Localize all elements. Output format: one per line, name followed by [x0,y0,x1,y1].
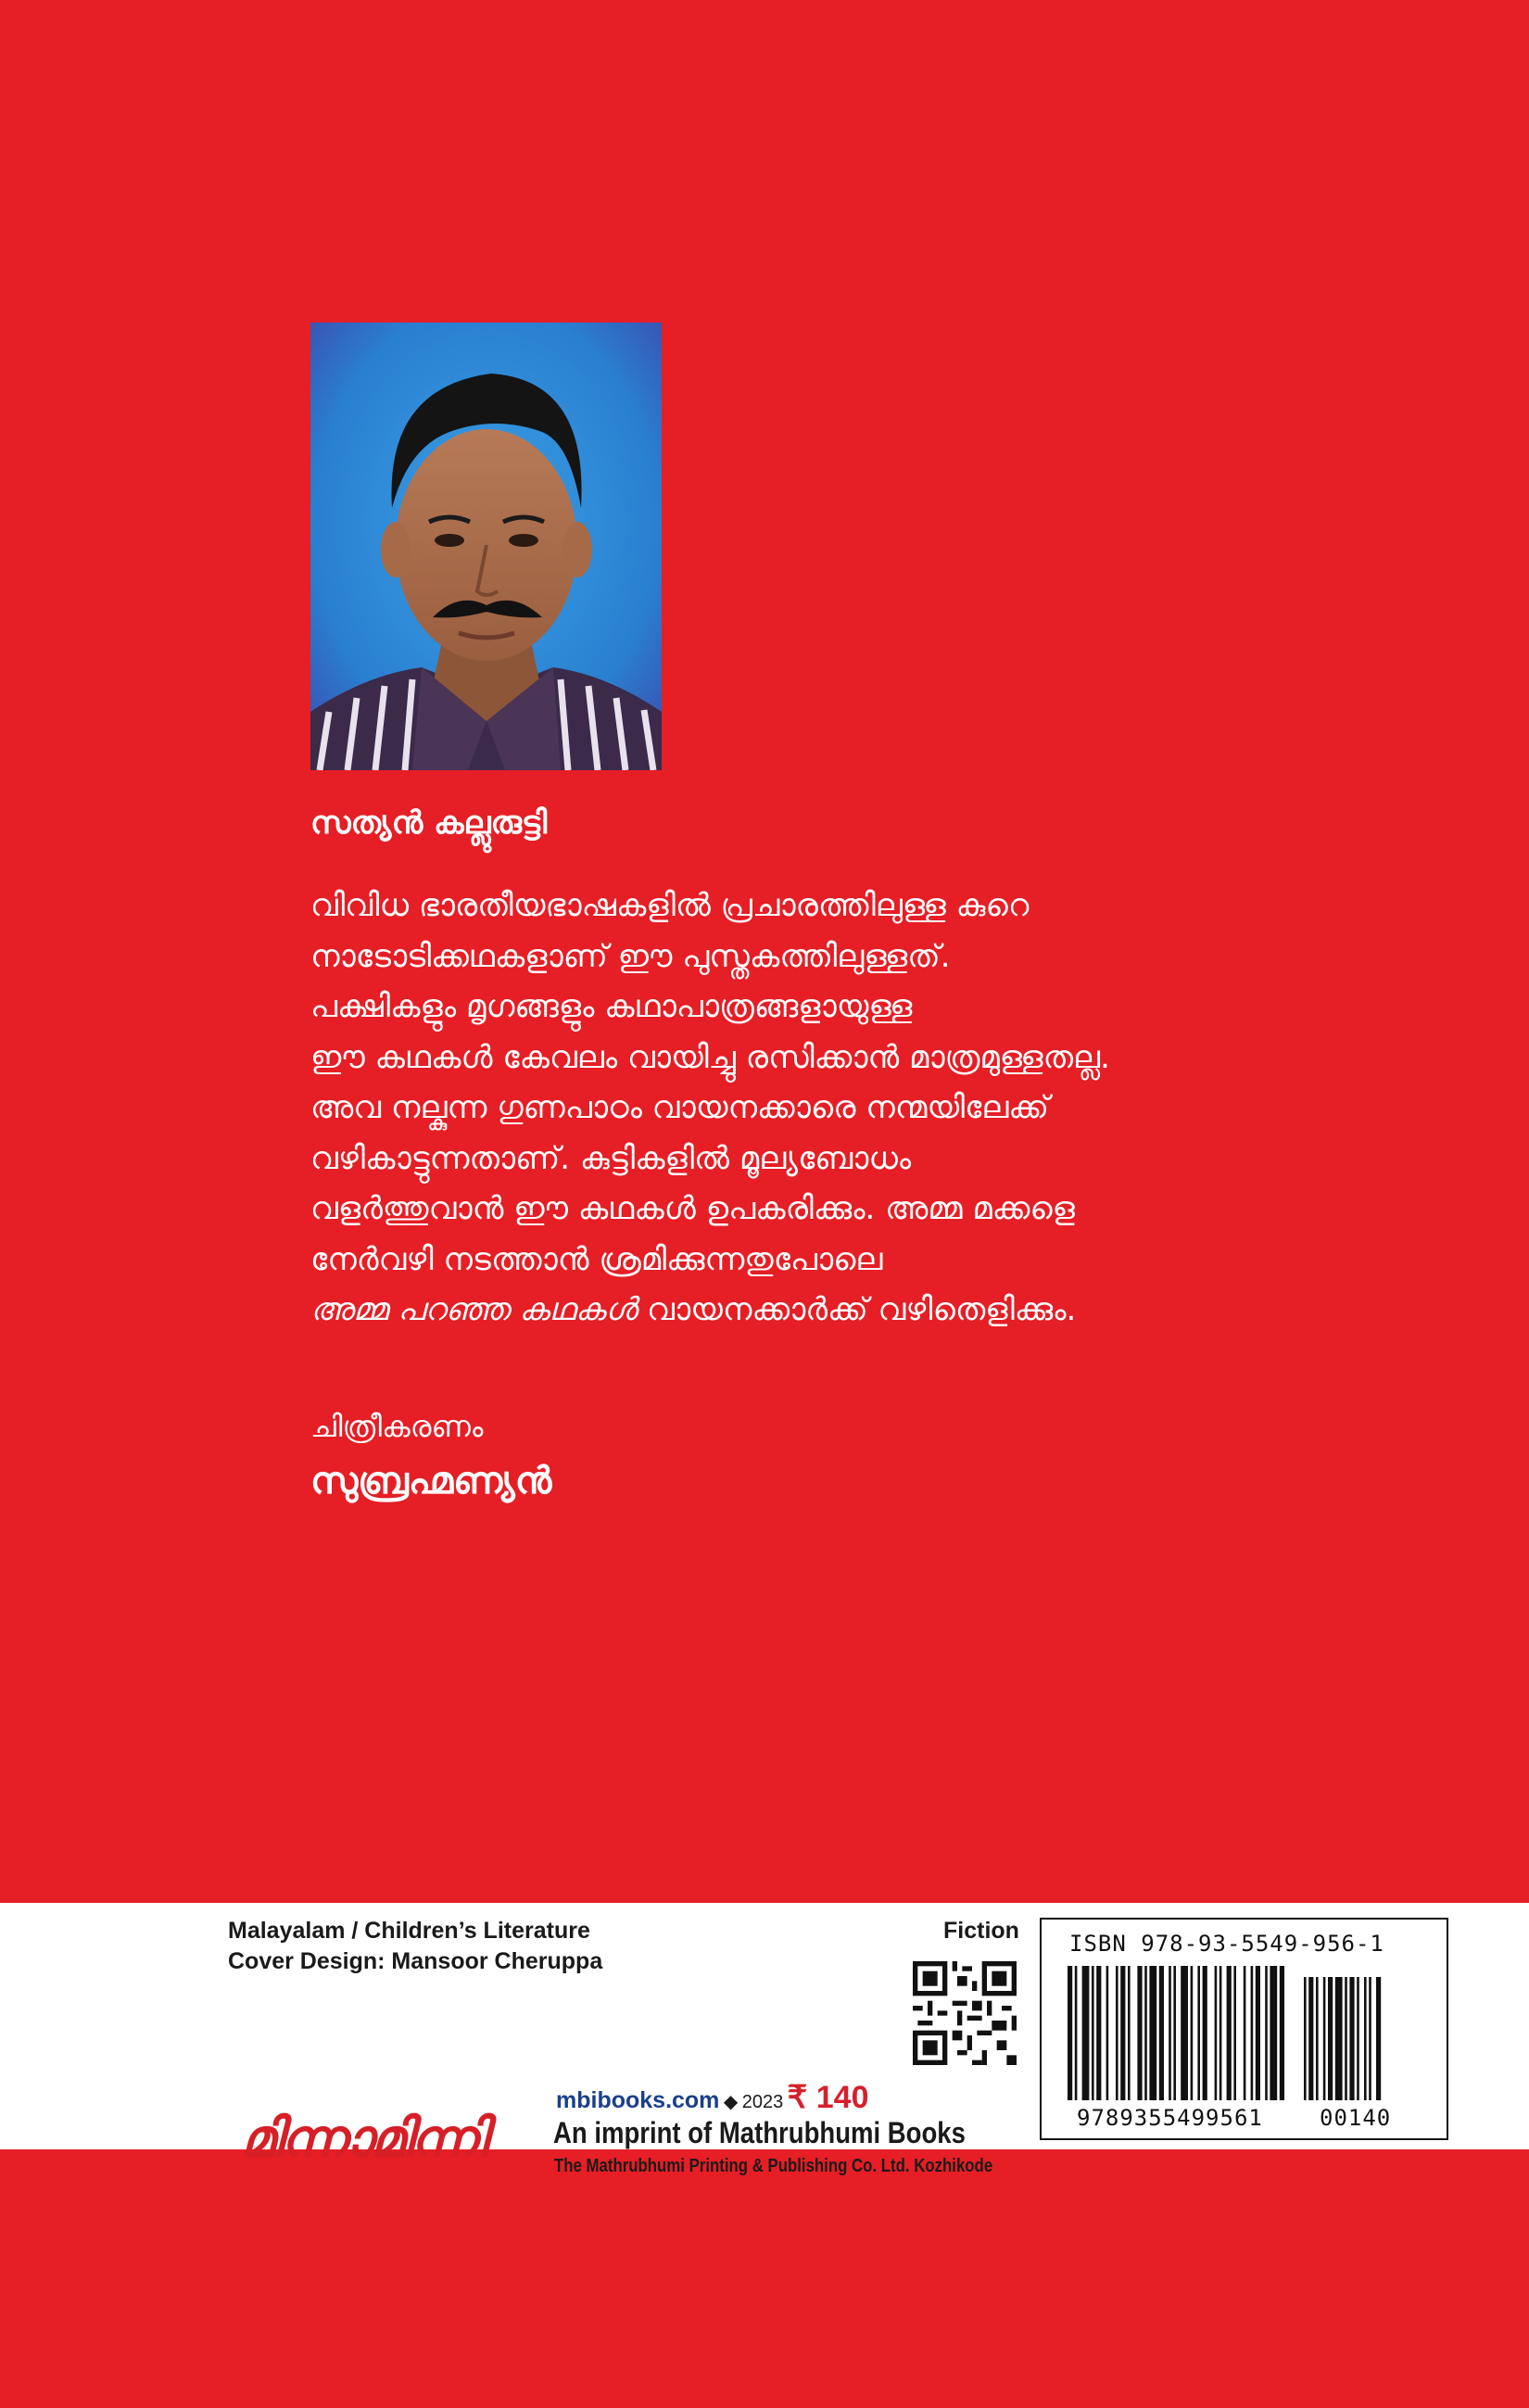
publisher-logo: മിന്നാമിന്നി [241,2109,486,2169]
illustration-label: ചിത്രീകരണം [310,1409,484,1444]
blurb-line: വഴികാട്ടുന്നതാണ്. കുട്ടികളിൽ മൂല്യബോധം [310,1139,912,1177]
barcode-bar [1227,1966,1232,2100]
barcode-bar [1068,1966,1072,2100]
barcode-number: 9789355499561 [1077,2105,1263,2131]
barcode-addon-bar [1345,1977,1347,2100]
barcode-bar [1082,1966,1090,2100]
imprint: An imprint of Mathrubhumi Books [553,2116,966,2149]
blurb-line-rest: വായനക്കാർക്ക് വഴിതെളിക്കും. [637,1291,1077,1328]
price: ₹ 140 [787,2080,869,2115]
website-link[interactable]: mbibooks.com [556,2087,720,2113]
barcode-addon-bar [1357,1977,1359,2100]
blurb-line: വളർത്തുവാൻ ഈ കഥകൾ ഉപകരിക്കും. അമ്മ മക്കളെ [310,1190,1075,1227]
book-title: അമ്മ പറഞ്ഞ കഥകൾ [310,1291,638,1328]
barcode-addon-bar [1328,1977,1333,2100]
barcode [1068,1966,1429,2105]
barcode-bar [1197,1966,1200,2100]
barcode-addon-bar [1349,1977,1354,2100]
barcode-bar [1219,1966,1222,2100]
barcode-addon-bar [1316,1977,1319,2100]
barcode-addon-bar [1364,1977,1367,2100]
barcode-bar [1203,1966,1207,2100]
barcode-bar [1159,1966,1164,2100]
footer-band [0,1903,1529,2176]
barcode-box [1040,1918,1448,2140]
barcode-bar [1128,1966,1131,2100]
barcode-bar [1191,1966,1194,2100]
barcode-bar [1116,1966,1118,2100]
price-line [556,2079,868,2116]
barcode-bar [1215,1966,1218,2100]
cover-design: Cover Design: Mansoor Cheruppa [228,1948,603,1974]
barcode-addon-bar [1369,1977,1371,2100]
barcode-addon-number: 00140 [1320,2105,1392,2131]
barcode-bar [1181,1966,1188,2100]
barcode-bar [1256,1966,1260,2100]
barcode-bar [1233,1966,1236,2100]
barcode-bar [1144,1966,1147,2100]
barcode-bar [1137,1966,1142,2100]
barcode-addon-bar [1304,1977,1307,2100]
category: Malayalam / Children’s Literature [228,1918,590,1944]
isbn-label: ISBN 978-93-5549-956-1 [1069,1931,1384,1957]
barcode-addon-bar [1323,1977,1326,2100]
author-photo [310,323,662,770]
barcode-bar [1173,1966,1176,2100]
blurb-line: നേർവഴി നടത്താൻ ശ്രമിക്കുന്നതുപോലെ [310,1240,883,1278]
blurb-line: ഈ കഥകൾ കേവലം വായിച്ചു രസിക്കാൻ മാത്രമുള്ളതല്ല. [310,1038,1110,1076]
blurb-line: വിവിധ ഭാരതീയഭാഷകളിൽ പ്രചാരത്തിലുള്ള കുറെ [310,887,1030,924]
blurb-line [310,1285,1330,1336]
barcode-bar [1092,1966,1094,2100]
separator-diamond: ◆ [723,2092,739,2112]
barcode-bar [1120,1966,1125,2100]
blurb-line: അവ നല്കുന്ന ഗുണപാഠം വായനക്കാരെ നന്മയിലേക്ക് [310,1089,1050,1126]
genre: Fiction [943,1918,1019,1944]
blurb-line: നാടോടിക്കഥകളാണ് ഈ പുസ്തകത്തിലുള്ളത്. [310,937,951,975]
blurb-line: പക്ഷികളും മൃഗങ്ങളും കഥാപാത്രങ്ങളായുള്ള [310,988,913,1025]
barcode-bar [1096,1966,1101,2100]
author-name: സത്യൻ കല്ലുരുട്ടി [310,805,548,842]
barcode-bar [1244,1966,1246,2100]
barcode-addon-bar [1308,1977,1313,2100]
barcode-bar [1169,1966,1171,2100]
barcode-addon-bar [1376,1977,1381,2100]
illustrator-name: സുബ്രഹ്മണ്യൻ [310,1460,552,1502]
barcode-bar [1106,1966,1109,2100]
barcode-bar [1149,1966,1156,2100]
year: 2023 [741,2092,784,2112]
barcode-bar [1280,1966,1284,2100]
qr-code [913,1961,1017,2065]
barcode-bar [1270,1966,1277,2100]
barcode-bar [1075,1966,1078,2100]
barcode-bar [1251,1966,1254,2100]
barcode-bar [1265,1966,1268,2100]
blurb [310,881,1330,1336]
printer: The Mathrubhumi Printing & Publishing Co. Ltd. Kozhikode [554,2156,993,2176]
barcode-addon-bar [1335,1977,1343,2100]
